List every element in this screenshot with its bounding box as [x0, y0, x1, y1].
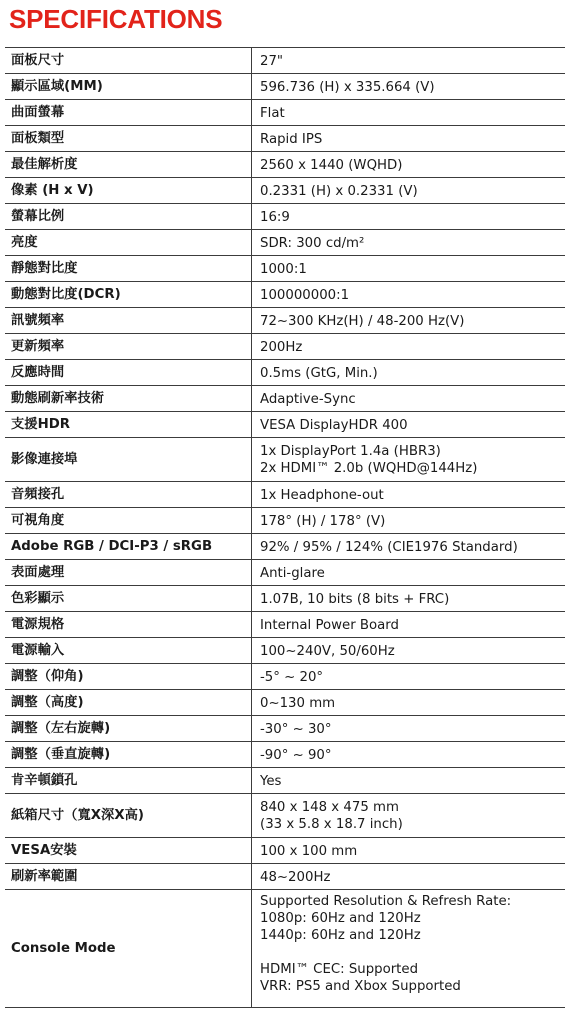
spec-value: 16:9	[252, 204, 566, 230]
spec-value: Adaptive-Sync	[252, 386, 566, 412]
spec-label: 音頻接孔	[5, 482, 252, 508]
spec-value: 1x Headphone-out	[252, 482, 566, 508]
spec-row	[5, 48, 565, 74]
spec-value: 200Hz	[252, 334, 566, 360]
spec-row	[5, 178, 565, 204]
spec-value: 100000000:1	[252, 282, 566, 308]
spec-row	[5, 864, 565, 890]
spec-row	[5, 100, 565, 126]
spec-row	[5, 438, 565, 482]
spec-row	[5, 360, 565, 386]
spec-value: 100~240V, 50/60Hz	[252, 638, 566, 664]
specifications-table	[5, 47, 565, 1008]
spec-label: 反應時間	[5, 360, 252, 386]
spec-value: 596.736 (H) x 335.664 (V)	[252, 74, 566, 100]
spec-value: 0.2331 (H) x 0.2331 (V)	[252, 178, 566, 204]
spec-row	[5, 664, 565, 690]
spec-label: 像素 (H x V)	[5, 178, 252, 204]
spec-row	[5, 334, 565, 360]
spec-row	[5, 74, 565, 100]
spec-label: 動態刷新率技術	[5, 386, 252, 412]
spec-row	[5, 412, 565, 438]
spec-value: -30° ~ 30°	[252, 716, 566, 742]
spec-row	[5, 716, 565, 742]
spec-label: 面板尺寸	[5, 48, 252, 74]
spec-value: Yes	[252, 768, 566, 794]
spec-value: SDR: 300 cd/m²	[252, 230, 566, 256]
page-title: SPECIFICATIONS	[9, 4, 223, 34]
spec-value: 1000:1	[252, 256, 566, 282]
spec-row	[5, 308, 565, 334]
spec-value: 0.5ms (GtG, Min.)	[252, 360, 566, 386]
spec-value: 840 x 148 x 475 mm (33 x 5.8 x 18.7 inch)	[252, 794, 566, 838]
spec-value: Supported Resolution & Refresh Rate: 1080p: 60Hz and 120Hz 1440p: 60Hz and 120Hz HDMI™ CEC: Supported VRR: PS5 and Xbox Supported	[252, 890, 566, 1008]
spec-label: 支援HDR	[5, 412, 252, 438]
spec-label: 動態對比度(DCR)	[5, 282, 252, 308]
spec-value: 1x DisplayPort 1.4a (HBR3) 2x HDMI™ 2.0b (WQHD@144Hz)	[252, 438, 566, 482]
spec-row	[5, 204, 565, 230]
spec-value: VESA DisplayHDR 400	[252, 412, 566, 438]
spec-row	[5, 534, 565, 560]
spec-label: 刷新率範圍	[5, 864, 252, 890]
spec-value: 2560 x 1440 (WQHD)	[252, 152, 566, 178]
spec-value: Internal Power Board	[252, 612, 566, 638]
spec-value: -90° ~ 90°	[252, 742, 566, 768]
spec-row	[5, 586, 565, 612]
spec-row	[5, 794, 565, 838]
spec-row	[5, 256, 565, 282]
spec-label: 螢幕比例	[5, 204, 252, 230]
spec-row	[5, 742, 565, 768]
spec-label: 訊號頻率	[5, 308, 252, 334]
spec-label: 調整（高度)	[5, 690, 252, 716]
spec-value: -5° ~ 20°	[252, 664, 566, 690]
spec-row	[5, 386, 565, 412]
spec-label: 調整（左右旋轉)	[5, 716, 252, 742]
spec-row	[5, 560, 565, 586]
spec-value: 72~300 KHz(H) / 48-200 Hz(V)	[252, 308, 566, 334]
spec-label: 影像連接埠	[5, 438, 252, 482]
spec-label: 電源輸入	[5, 638, 252, 664]
spec-value: 0~130 mm	[252, 690, 566, 716]
spec-label: 靜態對比度	[5, 256, 252, 282]
spec-label: 最佳解析度	[5, 152, 252, 178]
spec-row	[5, 282, 565, 308]
spec-label: 紙箱尺寸（寬X深X高)	[5, 794, 252, 838]
spec-value: 178° (H) / 178° (V)	[252, 508, 566, 534]
spec-value: Rapid IPS	[252, 126, 566, 152]
spec-label: 更新頻率	[5, 334, 252, 360]
spec-label: 調整（仰角)	[5, 664, 252, 690]
spec-label: 表面處理	[5, 560, 252, 586]
spec-label: 亮度	[5, 230, 252, 256]
spec-label: 電源規格	[5, 612, 252, 638]
spec-row	[5, 482, 565, 508]
spec-row	[5, 612, 565, 638]
spec-value: 1.07B, 10 bits (8 bits + FRC)	[252, 586, 566, 612]
spec-value: 100 x 100 mm	[252, 838, 566, 864]
spec-value: 92% / 95% / 124% (CIE1976 Standard)	[252, 534, 566, 560]
spec-label: 肯辛頓鎖孔	[5, 768, 252, 794]
spec-label: VESA安裝	[5, 838, 252, 864]
spec-row	[5, 126, 565, 152]
spec-row	[5, 638, 565, 664]
spec-value: 48~200Hz	[252, 864, 566, 890]
spec-value: Flat	[252, 100, 566, 126]
spec-row	[5, 152, 565, 178]
spec-label: 色彩顯示	[5, 586, 252, 612]
spec-value: Anti-glare	[252, 560, 566, 586]
spec-label: Adobe RGB / DCI-P3 / sRGB	[5, 534, 252, 560]
spec-label: Console Mode	[5, 890, 252, 1008]
spec-row	[5, 890, 565, 1008]
spec-label: 調整（垂直旋轉)	[5, 742, 252, 768]
spec-row	[5, 768, 565, 794]
spec-value: 27"	[252, 48, 566, 74]
spec-label: 面板類型	[5, 126, 252, 152]
spec-label: 可視角度	[5, 508, 252, 534]
spec-row	[5, 508, 565, 534]
spec-row	[5, 838, 565, 864]
spec-row	[5, 230, 565, 256]
spec-row	[5, 690, 565, 716]
spec-label: 顯示區域(MM)	[5, 74, 252, 100]
spec-label: 曲面螢幕	[5, 100, 252, 126]
